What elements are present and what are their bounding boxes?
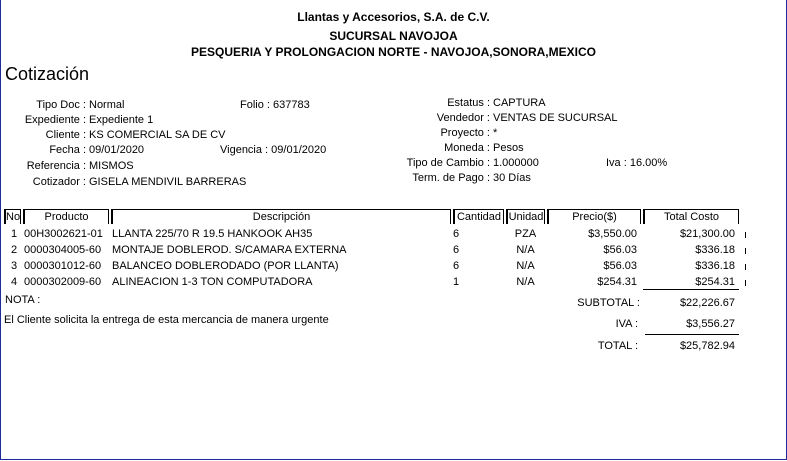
- expediente-value: Expediente 1: [89, 114, 154, 126]
- iva-underline: [645, 334, 739, 335]
- cell-total: $254.31: [695, 276, 735, 288]
- expediente-label: Expediente :: [24, 114, 86, 126]
- col-unidad: Unidad: [506, 209, 545, 224]
- cotizador-label: Cotizador :: [32, 176, 86, 188]
- col-precio: Precio($): [547, 209, 641, 224]
- row-end-tick: [745, 248, 746, 254]
- fecha-value: 09/01/2020: [89, 144, 145, 156]
- col-no: No: [6, 211, 21, 223]
- col-cantidad: Cantidad: [453, 209, 504, 224]
- estatus-label: Estatus :: [447, 97, 490, 109]
- document-title: Cotización: [5, 64, 90, 84]
- tipo-doc-label: Tipo Doc :: [36, 99, 86, 111]
- cell-no: 4: [10, 276, 18, 288]
- vigencia: Vigencia : 09/01/2020: [220, 144, 327, 156]
- tipo-cambio-label: Tipo de Cambio :: [406, 157, 490, 169]
- cell-unidad: N/A: [516, 276, 535, 288]
- term-pago-label: Term. de Pago :: [412, 172, 490, 184]
- total-value: $25,782.94: [679, 340, 735, 352]
- proyecto-value: *: [493, 127, 498, 139]
- iva-value: $3,556.27: [686, 318, 735, 330]
- cell-no: 2: [10, 244, 18, 256]
- proyecto-label: Proyecto :: [440, 127, 490, 139]
- total-column-underline: [643, 289, 739, 290]
- cell-unidad: N/A: [516, 244, 535, 256]
- term-pago-value: 30 Días: [493, 172, 531, 184]
- cell-no: 3: [10, 260, 18, 272]
- row-end-tick: [745, 264, 746, 270]
- row-end-tick: [745, 280, 746, 286]
- vendedor-label: Vendedor :: [436, 112, 490, 124]
- cell-precio: $56.03: [603, 244, 637, 256]
- cliente-value: KS COMERCIAL SA DE CV: [89, 129, 226, 141]
- branch-name: SUCURSAL NAVOJOA: [329, 29, 458, 43]
- cell-precio: $3,550.00: [588, 228, 637, 240]
- fecha-label: Fecha :: [49, 144, 86, 156]
- iva-label: IVA :: [615, 318, 638, 330]
- nota-label: NOTA :: [5, 294, 41, 306]
- cell-cantidad: 6: [453, 260, 460, 272]
- cell-total: $336.18: [695, 244, 735, 256]
- referencia-label: Referencia :: [26, 160, 86, 172]
- cell-precio: $254.31: [597, 276, 637, 288]
- folio: Folio : 637783: [240, 99, 310, 111]
- cell-cantidad: 1: [453, 276, 460, 288]
- tipo-doc-value: Normal: [89, 99, 125, 111]
- subtotal-label: SUBTOTAL :: [577, 297, 640, 309]
- col-producto: Producto: [23, 209, 109, 224]
- cell-cantidad: 6: [453, 244, 460, 256]
- moneda-label: Moneda :: [444, 142, 490, 154]
- cell-precio: $56.03: [603, 260, 637, 272]
- nota-text: El Cliente solicita la entrega de esta mercancia de manera urgente: [4, 314, 329, 326]
- cell-producto: 0000304005-60: [24, 244, 102, 256]
- cell-total: $336.18: [695, 260, 735, 272]
- cell-unidad: N/A: [516, 260, 535, 272]
- moneda-value: Pesos: [493, 142, 524, 154]
- iva-rate: Iva : 16.00%: [606, 157, 668, 169]
- cell-descripcion: BALANCEO DOBLERODADO (POR LLANTA): [112, 260, 339, 272]
- tipo-cambio-value: 1.000000: [493, 157, 539, 169]
- cliente-label: Cliente :: [45, 129, 86, 141]
- company-name: Llantas y Accesorios, S.A. de C.V.: [297, 10, 490, 24]
- estatus-value: CAPTURA: [493, 97, 546, 109]
- row-end-tick: [745, 232, 746, 238]
- total-label: TOTAL :: [597, 340, 638, 352]
- cell-descripcion: LLANTA 225/70 R 19.5 HANKOOK AH35: [112, 228, 313, 240]
- col-total: Total Costo: [643, 209, 739, 224]
- cell-producto: 0000302009-60: [24, 276, 102, 288]
- cell-descripcion: ALINEACION 1-3 TON COMPUTADORA: [112, 276, 313, 288]
- referencia-value: MISMOS: [89, 160, 134, 172]
- cotizador-value: GISELA MENDIVIL BARRERAS: [89, 176, 247, 188]
- cell-cantidad: 6: [453, 228, 460, 240]
- cell-producto: 0000301012-60: [24, 260, 102, 272]
- vendedor-value: VENTAS DE SUCURSAL: [493, 112, 618, 124]
- cell-no: 1: [10, 228, 18, 240]
- col-descripcion: Descripción: [111, 209, 451, 224]
- cell-unidad: PZA: [514, 228, 537, 240]
- cell-producto: 00H3002621-01: [24, 228, 103, 240]
- cell-descripcion: MONTAJE DOBLEROD. S/CAMARA EXTERNA: [112, 244, 347, 256]
- cell-total: $21,300.00: [679, 228, 735, 240]
- branch-address: PESQUERIA Y PROLONGACION NORTE - NAVOJOA,SONORA,MEXICO: [191, 45, 596, 59]
- subtotal-value: $22,226.67: [679, 297, 735, 309]
